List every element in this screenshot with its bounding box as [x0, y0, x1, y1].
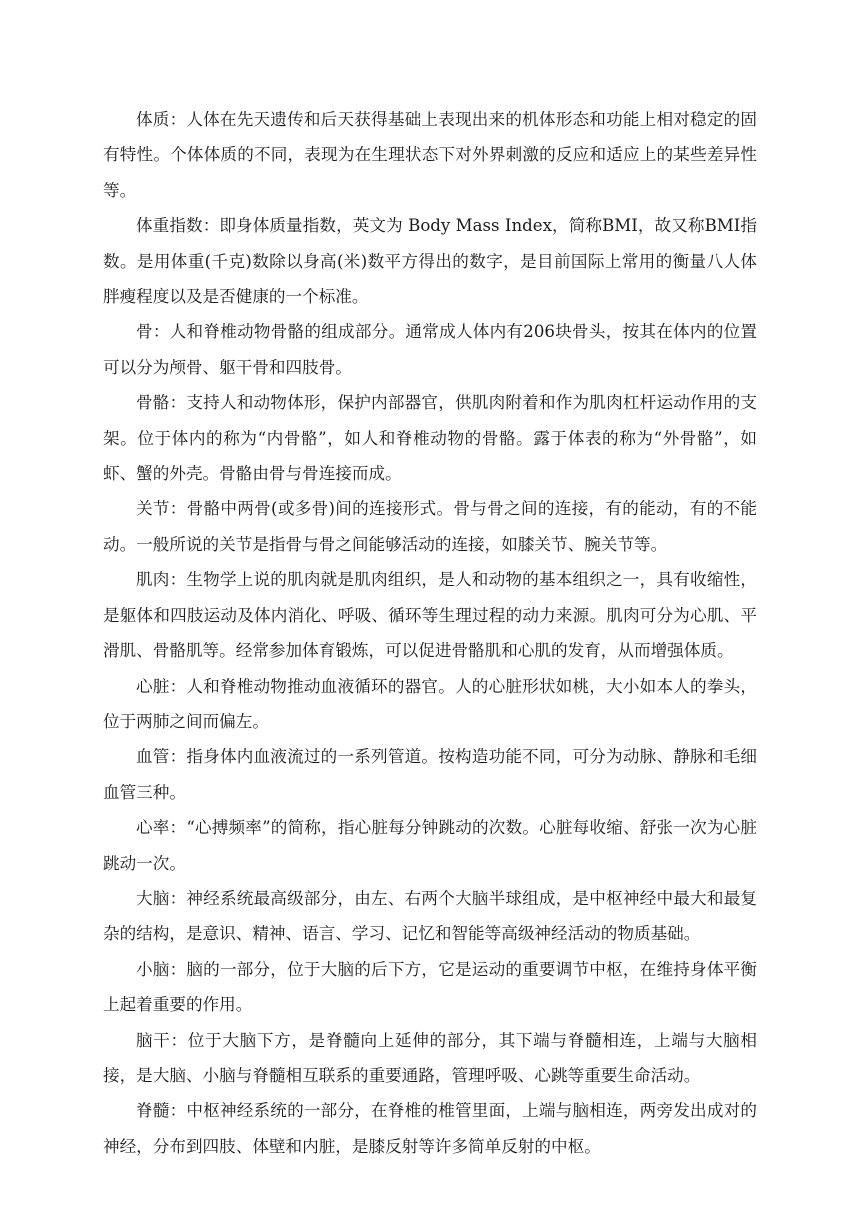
paragraph-xiaonao: 小脑：脑的一部分，位于大脑的后下方，它是运动的重要调节中枢，在维持身体平衡上起着重要的作用。 [103, 959, 757, 1015]
paragraph-bmi: 体重指数：即身体质量指数，英文为 Body Mass Index，简称BMI，故又称BMI指数。是用体重(千克)数除以身高(米)数平方得出的数字，是目前国际上常用的衡量八人体胖瘦程度以及是否健康的一个标准。 [103, 216, 757, 307]
paragraph-xinzang: 心脏：人和脊椎动物推动血液循环的器官。人的心脏形状如桃，大小如本人的拳头，位于两肺之间而偏左。 [103, 676, 757, 731]
paragraph-guge: 骨骼：支持人和动物体形，保护内部器官，供肌肉附着和作为肌肉杠杆运动作用的支架。位于体内的称为“内骨骼”，如人和脊椎动物的骨骼。露于体表的称为“外骨骼”，如虾、蟹的外壳。骨骼由骨与骨连接而成。 [103, 393, 757, 484]
paragraph-guanjie: 关节：骨骼中两骨(或多骨)间的连接形式。骨与骨之间的连接，有的能动，有的不能动。一般所说的关节是指骨与骨之间能够活动的连接，如膝关节、腕关节等。 [103, 499, 757, 554]
paragraph-gu: 骨：人和脊椎动物骨骼的组成部分。通常成人体内有206块骨头，按其在体内的位置可以分为颅骨、躯干骨和四肢骨。 [103, 322, 757, 377]
paragraph-danao: 大脑：神经系统最高级部分，由左、右两个大脑半球组成，是中枢神经中最大和最复杂的结构，是意识、精神、语言、学习、记忆和智能等高级神经活动的物质基础。 [103, 888, 757, 944]
document-body [103, 102, 757, 1164]
paragraph-xinlv: 心率：“心搏频率”的简称，指心脏每分钟跳动的次数。心脏每收缩、舒张一次为心脏跳动一次。 [103, 818, 757, 873]
paragraph-naogan: 脑干：位于大脑下方，是脊髓向上延伸的部分，其下端与脊髓相连，上端与大脑相接，是大脑、小脑与脊髓相互联系的重要通路，管理呼吸、心跳等重要生命活动。 [103, 1030, 757, 1085]
paragraph-jirou: 肌肉：生物学上说的肌肉就是肌肉组织，是人和动物的基本组织之一，具有收缩性，是躯体和四肢运动及体内消化、呼吸、循环等生理过程的动力来源。肌肉可分为心肌、平滑肌、骨骼肌等。经常参加体育锻炼，可以促进骨骼肌和心肌的发育，从而增强体质。 [103, 570, 757, 661]
paragraph-tizhi: 体质：人体在先天遗传和后天获得基础上表现出来的机体形态和功能上相对稳定的固有特性。个体体质的不同，表现为在生理状态下对外界刺激的反应和适应上的某些差异性等。 [103, 110, 757, 200]
paragraph-jisui: 脊髓：中枢神经系统的一部分，在脊椎的椎管里面，上端与脑相连，两旁发出成对的神经，分布到四肢、体壁和内脏，是膝反射等许多简单反射的中枢。 [103, 1101, 757, 1156]
paragraph-xueguan: 血管：指身体内血液流过的一系列管道。按构造功能不同，可分为动脉、静脉和毛细血管三种。 [103, 747, 757, 802]
